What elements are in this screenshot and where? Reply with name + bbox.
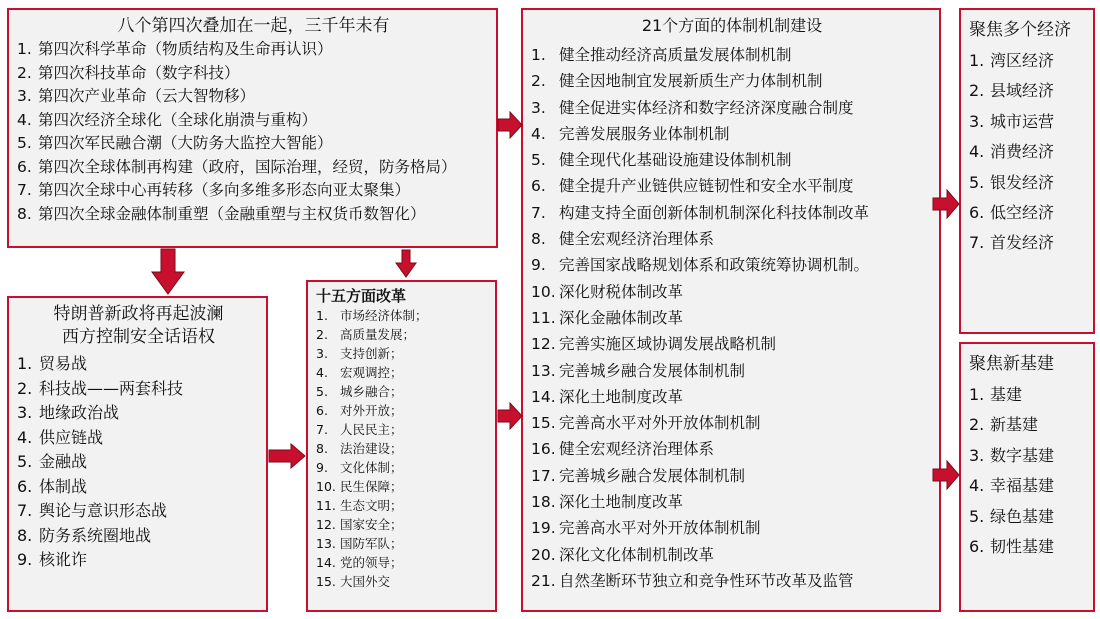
fourth-wave-list [17,38,490,226]
list-item: 14. 党的领导； [316,555,403,570]
list-item: 6. 体制战 [17,476,88,496]
list-item: 10. 深化财税体制改革 [531,282,684,301]
trump-policy-list [17,352,260,573]
fifteen-reforms-title: 十五方面改革 [316,287,407,305]
new-infrastructure-box [959,342,1095,612]
list-item: 6. 低空经济 [969,203,1055,223]
list-item: 1. 湾区经济 [969,51,1055,70]
list-item: 19. 完善高水平对外开放体制机制 [531,519,761,538]
list-item: 18. 深化土地制度改革 [531,493,684,512]
list-item: 7. 第四次全球中心再转移（多向多维多形态向亚太聚集） [17,181,411,199]
arrow-right-icon [932,189,960,219]
multi-economy-title: 聚焦多个经济 [969,20,1071,40]
list-item: 4. 完善发展服务业体制机制 [531,124,730,143]
multi-economy-box [959,8,1095,334]
list-item: 2. 新基建 [969,415,1039,435]
arrow-down-icon [150,248,186,296]
list-item: 4. 宏观调控； [316,365,403,380]
list-item: 6. 对外开放； [316,403,403,418]
list-item: 3. 支持创新； [316,346,403,361]
list-item: 12. 完善实施区域协调发展战略机制 [531,335,777,354]
list-item: 8. 法治建设； [316,441,403,456]
twenty-one-mechanisms-title: 21个方面的体制机制建设 [641,16,823,35]
list-item: 6. 第四次全球体制再构建（政府，国际治理，经贸，防务格局） [17,157,457,176]
list-item: 6. 韧性基建 [969,537,1055,557]
list-item: 8. 防务系统圈地战 [17,525,152,545]
list-item: 7. 人民民主； [316,422,403,437]
arrow-right-icon [932,460,960,490]
list-item: 5. 金融战 [17,452,88,471]
list-item: 3. 地缘政治战 [17,403,120,422]
list-item: 3. 第四次产业革命（云大智物移） [17,87,256,105]
list-item: 7. 构建支持全面创新体制机制深化科技体制改革 [531,203,870,222]
list-item: 1. 贸易战 [17,354,88,373]
arrow-right-icon [268,443,306,469]
arrow-right-icon [497,402,523,430]
twenty-one-mechanisms-list [531,42,933,594]
list-item: 3. 健全促进实体经济和数字经济深度融合制度 [531,98,854,117]
list-item: 21. 自然垄断环节独立和竞争性环节改革及监管 [531,571,854,590]
list-item: 8. 第四次全球金融体制重塑（金融重塑与主权货币数智化） [17,204,426,223]
list-item: 11. 生态文明； [316,498,403,513]
list-item: 3. 数字基建 [969,445,1055,465]
list-item: 14. 深化土地制度改革 [531,387,684,406]
fourth-wave-box [7,8,498,248]
list-item: 2. 科技战——两套科技 [17,378,184,398]
list-item: 9. 文化体制； [316,460,403,475]
list-item: 8. 健全宏观经济治理体系 [531,230,715,249]
fifteen-reforms-box [306,280,497,612]
list-item: 9. 完善国家战略规划体系和政策统筹协调机制。 [531,256,870,275]
trump-policy-title-line2: 西方控制安全话语权 [62,327,215,347]
list-item: 5. 城乡融合； [316,384,403,399]
list-item: 4. 消费经济 [969,142,1055,162]
list-item: 4. 第四次经济全球化（全球化崩溃与重构） [17,110,318,129]
twenty-one-mechanisms-box [521,8,941,612]
list-item: 10. 民生保障； [316,479,403,494]
fourth-wave-title: 八个第四次叠加在一起，三千年未有 [117,16,390,36]
list-item: 2. 县域经济 [969,81,1055,101]
list-item: 3. 城市运营 [969,111,1055,131]
list-item: 13. 完善城乡融合发展体制机制 [531,361,746,380]
list-item: 5. 银发经济 [969,172,1055,192]
list-item: 13. 国防军队； [316,536,403,551]
list-item: 7. 舆论与意识形态战 [17,501,168,520]
list-item: 7. 首发经济 [969,233,1055,253]
arrow-right-icon [497,111,523,139]
list-item: 20. 深化文化体制机制改革 [531,545,715,564]
list-item: 4. 供应链战 [17,427,104,447]
list-item: 15. 完善高水平对外开放体制机制 [531,414,761,433]
new-infrastructure-list [969,380,1087,562]
trump-policy-box [7,296,268,612]
list-item: 2. 健全因地制宜发展新质生产力体制机制 [531,72,823,91]
arrow-down-icon [395,249,417,279]
list-item: 9. 核讹诈 [17,550,88,569]
list-item: 2. 第四次科技革命（数字科技） [17,63,240,82]
list-item: 5. 健全现代化基础设施建设体制机制 [531,151,792,170]
trump-policy-title-line1: 特朗普新政将再起波澜 [53,304,224,324]
list-item: 2. 高质量发展； [316,327,416,342]
list-item: 1. 第四次科学革命（物质结构及生命再认识） [17,40,333,58]
list-item: 1. 基建 [969,385,1023,404]
new-infrastructure-title: 聚焦新基建 [969,354,1054,374]
multi-economy-list [969,46,1087,259]
list-item: 1. 市场经济体制； [316,308,428,323]
fifteen-reforms-list [316,306,489,591]
list-item: 12. 国家安全； [316,517,403,532]
list-item: 15. 大国外交 [316,574,391,589]
list-item: 1. 健全推动经济高质量发展体制机制 [531,46,792,64]
list-item: 11. 深化金融体制改革 [531,308,684,327]
list-item: 6. 健全提升产业链供应链韧性和安全水平制度 [531,177,854,196]
list-item: 16. 健全宏观经济治理体系 [531,440,715,459]
list-item: 4. 幸福基建 [969,476,1055,496]
list-item: 5. 绿色基建 [969,506,1055,526]
list-item: 17. 完善城乡融合发展体制机制 [531,466,746,485]
list-item: 5. 第四次军民融合潮（大防务大监控大智能） [17,134,333,152]
